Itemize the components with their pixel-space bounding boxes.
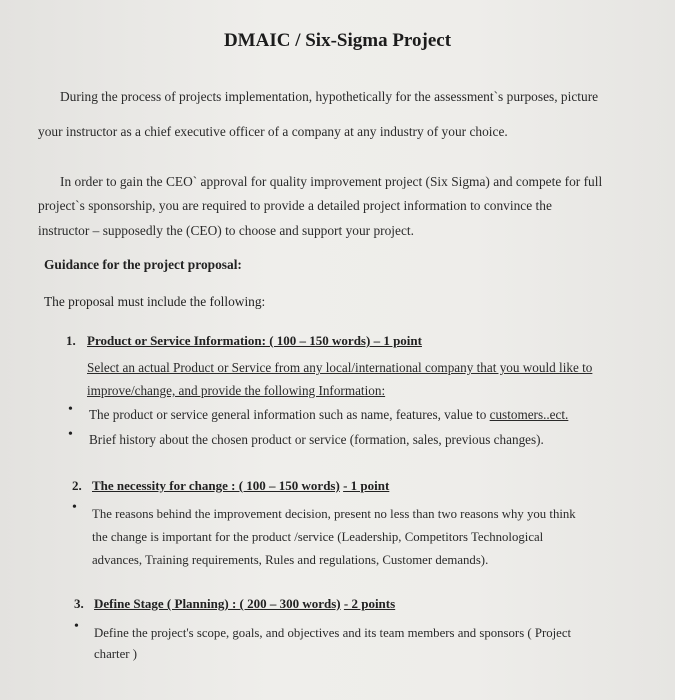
section-2-bullet-line-3: advances, Training requirements, Rules and regulations, Customer demands). [92, 553, 489, 567]
section-3-heading [94, 596, 395, 612]
section-3-heading-main: Define Stage ( Planning) : ( 200 – 300 words) [94, 596, 341, 611]
approval-line-1: In order to gain the CEO` approval for quality improvement project (Six Sigma) and compete for full [60, 174, 603, 189]
section-2-bullet-line-2: the change is important for the product /service (Leadership, Competitors Technological [92, 530, 544, 544]
section-3-bullet-line-2: charter ) [94, 647, 137, 661]
section-3-bullet-line-1: Define the project's scope, goals, and objectives and its team members and sponsors ( Project [94, 626, 572, 640]
page-title: DMAIC / Six-Sigma Project [223, 30, 452, 51]
section-1-heading: Product or Service Information: ( 100 – 150 words) – 1 point [87, 333, 422, 348]
section-2-bullet-line-1: The reasons behind the improvement decision, present no less than two reasons why you think [92, 507, 576, 521]
approval-line-3: instructor – supposedly the (CEO) to choose and support your project. [38, 223, 414, 238]
section-2-heading-points: - 1 point [343, 478, 390, 493]
bullet-icon: • [72, 500, 77, 515]
bullet-icon: • [68, 427, 73, 442]
intro-line-2: your instructor as a chief executive officer of a company at any industry of your choice. [38, 124, 508, 139]
section-1-sub-line-1: Select an actual Product or Service from any local/international company that you would like to [87, 360, 593, 375]
section-2-heading-main: The necessity for change : ( 100 – 150 words) [92, 478, 340, 493]
section-3-heading-points: - 2 points [343, 596, 396, 611]
section-1-bullet-1-link: customers..ect. [489, 407, 569, 422]
section-1-bullet-1-text: The product or service general information such as name, features, value to [89, 407, 490, 422]
section-2-number: 2. [72, 478, 82, 493]
section-1-sub-line-2: improve/change, and provide the following Information: [87, 383, 386, 398]
guidance-heading: Guidance for the project proposal: [44, 257, 242, 272]
approval-line-2: project`s sponsorship, you are required to provide a detailed project information to convince the [38, 198, 552, 213]
section-1-bullet-1 [89, 404, 568, 426]
section-1-bullet-2: Brief history about the chosen product or service (formation, sales, previous changes). [89, 432, 544, 447]
section-1-number: 1. [66, 333, 76, 348]
bullet-icon: • [68, 402, 73, 417]
section-3-number: 3. [74, 596, 84, 611]
bullet-icon: • [74, 619, 79, 634]
include-text: The proposal must include the following: [44, 294, 266, 309]
section-2-heading [92, 478, 389, 494]
intro-line-1: During the process of projects implementation, hypothetically for the assessment`s purposes, picture [60, 89, 599, 104]
